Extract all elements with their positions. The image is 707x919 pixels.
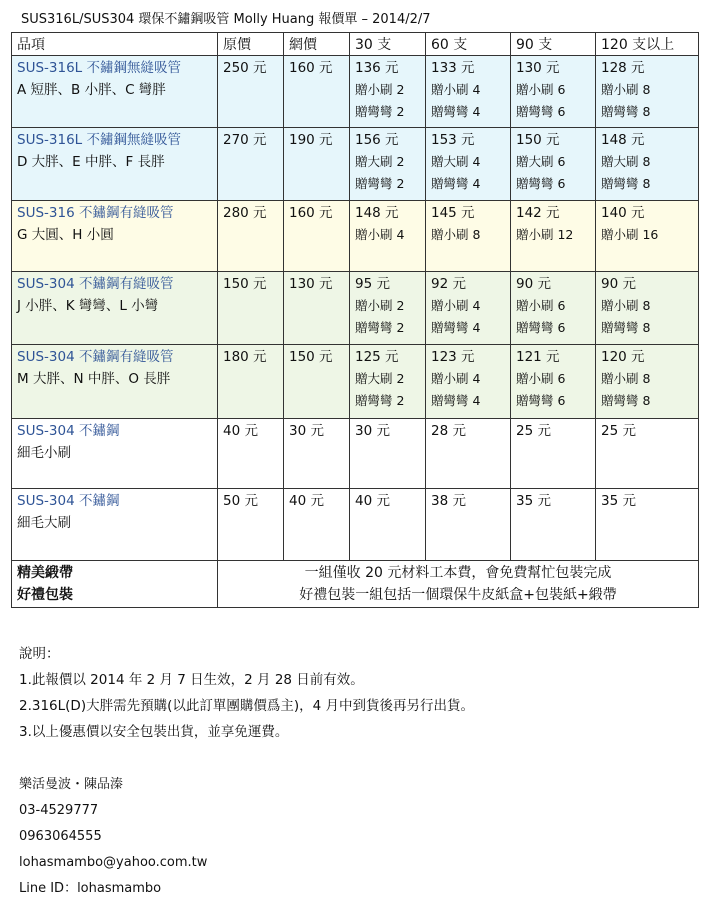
tier-120: 25 元	[596, 419, 699, 489]
web-price: 30 元	[284, 419, 350, 489]
tier-30: 125 元 贈大刷 2 贈彎彎 2	[350, 345, 426, 419]
tier-90: 35 元	[511, 489, 596, 561]
contact-mobile: 0963064555	[19, 829, 102, 844]
tier-60: 92 元 贈小刷 4 贈彎彎 4	[426, 272, 511, 345]
tier-60: 28 元	[426, 419, 511, 489]
contact-phone: 03-4529777	[19, 803, 99, 818]
contact-email: lohasmambo@yahoo.com.tw	[19, 855, 208, 870]
product-name: SUS-304 不鏽鋼	[17, 493, 120, 509]
column-header: 120 支以上	[596, 33, 699, 56]
packaging-desc-cell	[218, 561, 699, 608]
table-row	[12, 489, 699, 561]
product-cell	[12, 128, 218, 201]
product-name: SUS-316L 不鏽鋼無縫吸管	[17, 132, 181, 148]
quote-table	[11, 32, 699, 608]
web-price: 150 元	[284, 345, 350, 419]
tier-90: 142 元 贈小刷 12	[511, 201, 596, 272]
product-variants: G 大圓、H 小圓	[17, 227, 114, 243]
packaging-title-cell	[12, 561, 218, 608]
notes-section	[19, 641, 474, 745]
product-variants: 細毛大刷	[17, 515, 71, 531]
product-name: SUS-304 不鏽鋼有縫吸管	[17, 349, 174, 365]
tier-120: 140 元 贈小刷 16	[596, 201, 699, 272]
packaging-desc: 好禮包裝一組包括一個環保牛皮紙盒+包裝紙+緞帶	[299, 587, 617, 603]
product-cell	[12, 272, 218, 345]
tier-30: 40 元	[350, 489, 426, 561]
column-header: 60 支	[426, 33, 511, 56]
list-price: 270 元	[218, 128, 284, 201]
product-name: SUS-304 不鏽鋼	[17, 423, 120, 439]
tier-90: 130 元 贈小刷 6 贈彎彎 6	[511, 56, 596, 128]
product-name: SUS-304 不鏽鋼有縫吸管	[17, 276, 174, 292]
product-name: SUS-316L 不鏽鋼無縫吸管	[17, 60, 181, 76]
table-header-row	[12, 33, 699, 56]
tier-120: 120 元 贈小刷 8 贈彎彎 8	[596, 345, 699, 419]
product-cell	[12, 56, 218, 128]
tier-120: 148 元 贈大刷 8 贈彎彎 8	[596, 128, 699, 201]
contact-name: 樂活曼波・陳品溱	[19, 777, 124, 792]
tier-90: 121 元 贈小刷 6 贈彎彎 6	[511, 345, 596, 419]
table-row	[12, 419, 699, 489]
web-price: 40 元	[284, 489, 350, 561]
tier-30: 156 元 贈大刷 2 贈彎彎 2	[350, 128, 426, 201]
tier-30: 95 元 贈小刷 2 贈彎彎 2	[350, 272, 426, 345]
product-variants: A 短胖、B 小胖、C 彎胖	[17, 82, 166, 98]
table-row	[12, 272, 699, 345]
note-item: 1.此報價以 2014 年 2 月 7 日生效，2 月 28 日前有效。	[19, 672, 364, 688]
tier-30: 30 元	[350, 419, 426, 489]
product-variants: M 大胖、N 中胖、O 長胖	[17, 371, 171, 387]
product-cell	[12, 201, 218, 272]
web-price: 160 元	[284, 201, 350, 272]
list-price: 150 元	[218, 272, 284, 345]
note-item: 2.316L(D)大胖需先預購(以此訂單團購價爲主)，4 月中到貨後再另行出貨。	[19, 698, 475, 714]
column-header: 90 支	[511, 33, 596, 56]
tier-60: 133 元 贈小刷 4 贈彎彎 4	[426, 56, 511, 128]
list-price: 280 元	[218, 201, 284, 272]
table-row	[12, 128, 699, 201]
table-row	[12, 201, 699, 272]
tier-30: 148 元 贈小刷 4	[350, 201, 426, 272]
column-header: 原價	[218, 33, 284, 56]
packaging-title: 好禮包裝	[17, 587, 73, 603]
list-price: 50 元	[218, 489, 284, 561]
column-header: 網價	[284, 33, 350, 56]
list-price: 40 元	[218, 419, 284, 489]
note-item: 3.以上優惠價以安全包裝出貨，並享免運費。	[19, 724, 289, 740]
packaging-row	[12, 561, 699, 608]
tier-120: 90 元 贈小刷 8 贈彎彎 8	[596, 272, 699, 345]
column-header: 品項	[12, 33, 218, 56]
web-price: 160 元	[284, 56, 350, 128]
web-price: 190 元	[284, 128, 350, 201]
list-price: 180 元	[218, 345, 284, 419]
table-row	[12, 56, 699, 128]
tier-60: 123 元 贈小刷 4 贈彎彎 4	[426, 345, 511, 419]
tier-30: 136 元 贈小刷 2 贈彎彎 2	[350, 56, 426, 128]
tier-120: 35 元	[596, 489, 699, 561]
packaging-desc: 一組僅收 20 元材料工本費，會免費幫忙包裝完成	[304, 565, 612, 581]
tier-60: 145 元 贈小刷 8	[426, 201, 511, 272]
tier-90: 25 元	[511, 419, 596, 489]
list-price: 250 元	[218, 56, 284, 128]
packaging-title: 精美緞帶	[17, 565, 73, 581]
notes-heading: 說明：	[19, 646, 60, 662]
product-variants: 細毛小刷	[17, 445, 71, 461]
product-cell	[12, 345, 218, 419]
contact-section	[19, 772, 207, 902]
product-name: SUS-316 不鏽鋼有縫吸管	[17, 205, 174, 221]
web-price: 130 元	[284, 272, 350, 345]
column-header: 30 支	[350, 33, 426, 56]
product-cell	[12, 419, 218, 489]
table-row	[12, 345, 699, 419]
product-variants: D 大胖、E 中胖、F 長胖	[17, 154, 165, 170]
tier-60: 38 元	[426, 489, 511, 561]
tier-90: 90 元 贈小刷 6 贈彎彎 6	[511, 272, 596, 345]
page-title: SUS316L/SUS304 環保不鏽鋼吸管 Molly Huang 報價單 – 2014/2/7	[21, 12, 431, 27]
product-variants: J 小胖、K 彎彎、L 小彎	[17, 298, 159, 314]
product-cell	[12, 489, 218, 561]
contact-line-id: Line ID：lohasmambo	[19, 881, 162, 896]
tier-60: 153 元 贈大刷 4 贈彎彎 4	[426, 128, 511, 201]
tier-90: 150 元 贈大刷 6 贈彎彎 6	[511, 128, 596, 201]
tier-120: 128 元 贈小刷 8 贈彎彎 8	[596, 56, 699, 128]
